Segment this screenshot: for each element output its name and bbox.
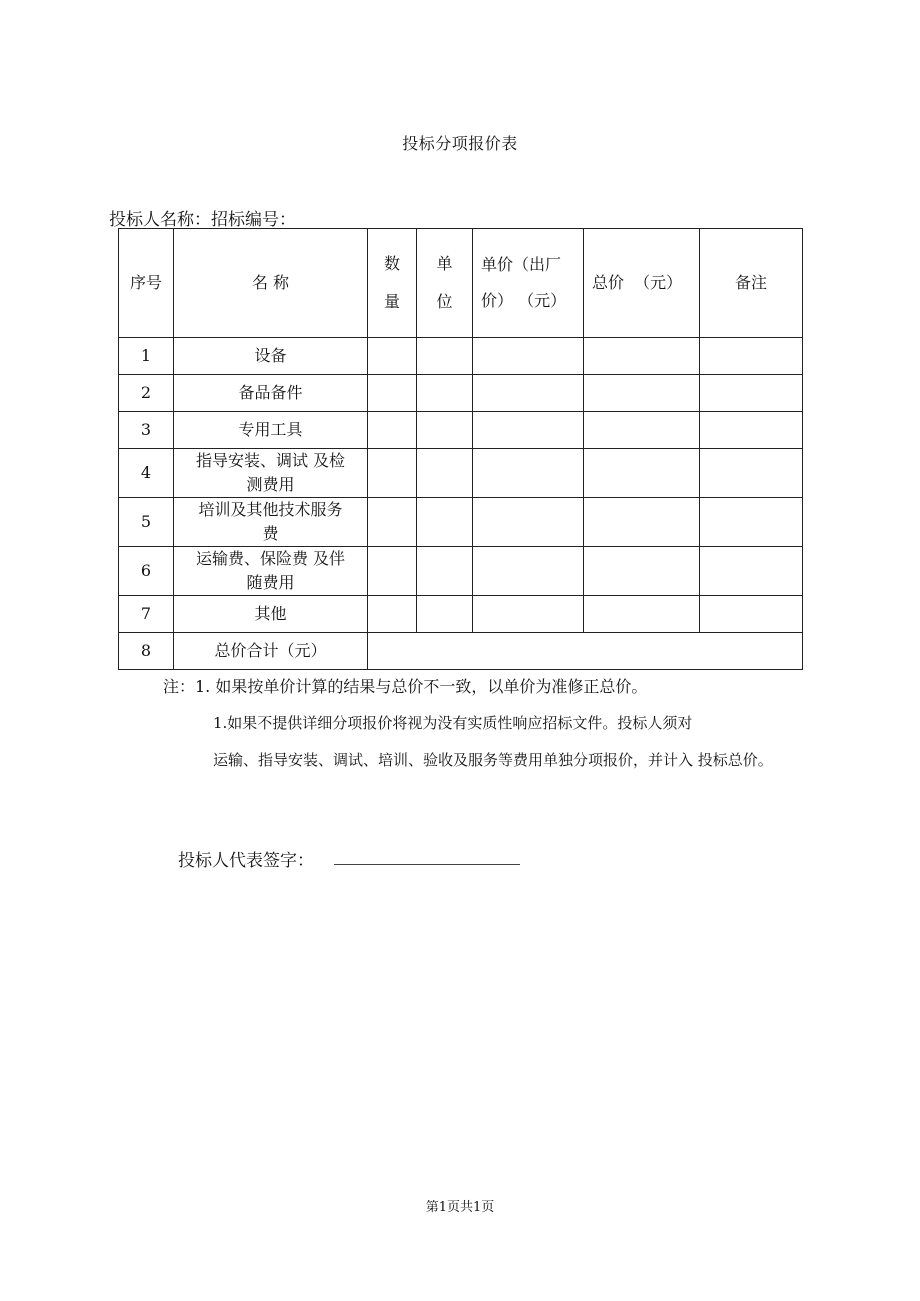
header-total-price: 总价 （元） [584, 229, 700, 338]
table-row [119, 375, 803, 412]
row-name: 培训及其他技术服务 费 [174, 498, 368, 547]
signature-label: 投标人代表签字： [178, 851, 314, 871]
cell-qty[interactable] [368, 449, 417, 498]
note-line-1: 注：1. 如果按单价计算的结果与总价不一致，以单价为准修正总价。 [163, 677, 648, 696]
header-unit-price-label: 单价（出厂 价） （元） [481, 255, 567, 310]
cell-remarks[interactable] [700, 338, 803, 375]
cell-unit-price[interactable] [473, 412, 584, 449]
cell-unit[interactable] [417, 498, 473, 547]
cell-unit[interactable] [417, 412, 473, 449]
cell-unit-price[interactable] [473, 449, 584, 498]
header-unit [417, 229, 473, 338]
signature-field[interactable] [334, 864, 520, 865]
page-footer: 第1页共1页 [425, 1200, 495, 1215]
table-row [119, 498, 803, 547]
cell-remarks[interactable] [700, 449, 803, 498]
row-seq: 4 [119, 449, 174, 498]
cell-total-price[interactable] [584, 596, 700, 633]
cell-remarks[interactable] [700, 498, 803, 547]
row-seq: 1 [119, 338, 174, 375]
table-row [119, 338, 803, 375]
table-row [119, 449, 803, 498]
header-name: 名 称 [174, 229, 368, 338]
row-seq: 3 [119, 412, 174, 449]
cell-total-price[interactable] [584, 547, 700, 596]
header-qty [368, 229, 417, 338]
cell-unit[interactable] [417, 375, 473, 412]
table-row [119, 596, 803, 633]
bidder-info-line: 投标人名称：招标编号： [109, 210, 296, 230]
table-header-row [119, 229, 803, 338]
cell-total-price[interactable] [584, 375, 700, 412]
cell-qty[interactable] [368, 547, 417, 596]
cell-unit[interactable] [417, 547, 473, 596]
cell-remarks[interactable] [700, 375, 803, 412]
cell-unit-price[interactable] [473, 338, 584, 375]
note-line-3: 运输、指导安装、调试、培训、验收及服务等费用单独分项报价，并计入 投标总价。 [213, 751, 773, 769]
cell-grand-total[interactable] [368, 633, 803, 670]
row-name: 备品备件 [174, 375, 368, 412]
cell-total-price[interactable] [584, 498, 700, 547]
header-seq: 序号 [119, 229, 174, 338]
page-title: 投标分项报价表 [402, 134, 518, 153]
cell-unit[interactable] [417, 449, 473, 498]
cell-unit-price[interactable] [473, 498, 584, 547]
note-line-2: 1.如果不提供详细分项报价将视为没有实质性响应招标文件。投标人须对 [213, 714, 693, 732]
cell-qty[interactable] [368, 498, 417, 547]
row-seq: 7 [119, 596, 174, 633]
row-name: 运输费、保险费 及伴 随费用 [174, 547, 368, 596]
cell-qty[interactable] [368, 412, 417, 449]
cell-unit-price[interactable] [473, 547, 584, 596]
row-seq: 2 [119, 375, 174, 412]
table-row-total [119, 633, 803, 670]
row-name: 指导安装、调试 及检 测费用 [174, 449, 368, 498]
table-row [119, 547, 803, 596]
cell-remarks[interactable] [700, 596, 803, 633]
cell-unit-price[interactable] [473, 596, 584, 633]
quote-table [118, 228, 803, 670]
row-name: 总价合计（元） [174, 633, 368, 670]
cell-total-price[interactable] [584, 338, 700, 375]
header-qty-label: 数 量 [383, 254, 400, 311]
row-seq: 6 [119, 547, 174, 596]
cell-qty[interactable] [368, 375, 417, 412]
header-unit-price [473, 229, 584, 338]
cell-unit-price[interactable] [473, 375, 584, 412]
row-name: 设备 [174, 338, 368, 375]
cell-total-price[interactable] [584, 449, 700, 498]
table-row [119, 412, 803, 449]
cell-remarks[interactable] [700, 547, 803, 596]
row-name: 专用工具 [174, 412, 368, 449]
row-seq: 5 [119, 498, 174, 547]
cell-unit[interactable] [417, 596, 473, 633]
header-unit-label: 单 位 [436, 254, 453, 311]
row-name: 其他 [174, 596, 368, 633]
cell-qty[interactable] [368, 338, 417, 375]
cell-remarks[interactable] [700, 412, 803, 449]
cell-qty[interactable] [368, 596, 417, 633]
row-seq: 8 [119, 633, 174, 670]
header-remarks: 备注 [700, 229, 803, 338]
cell-total-price[interactable] [584, 412, 700, 449]
cell-unit[interactable] [417, 338, 473, 375]
